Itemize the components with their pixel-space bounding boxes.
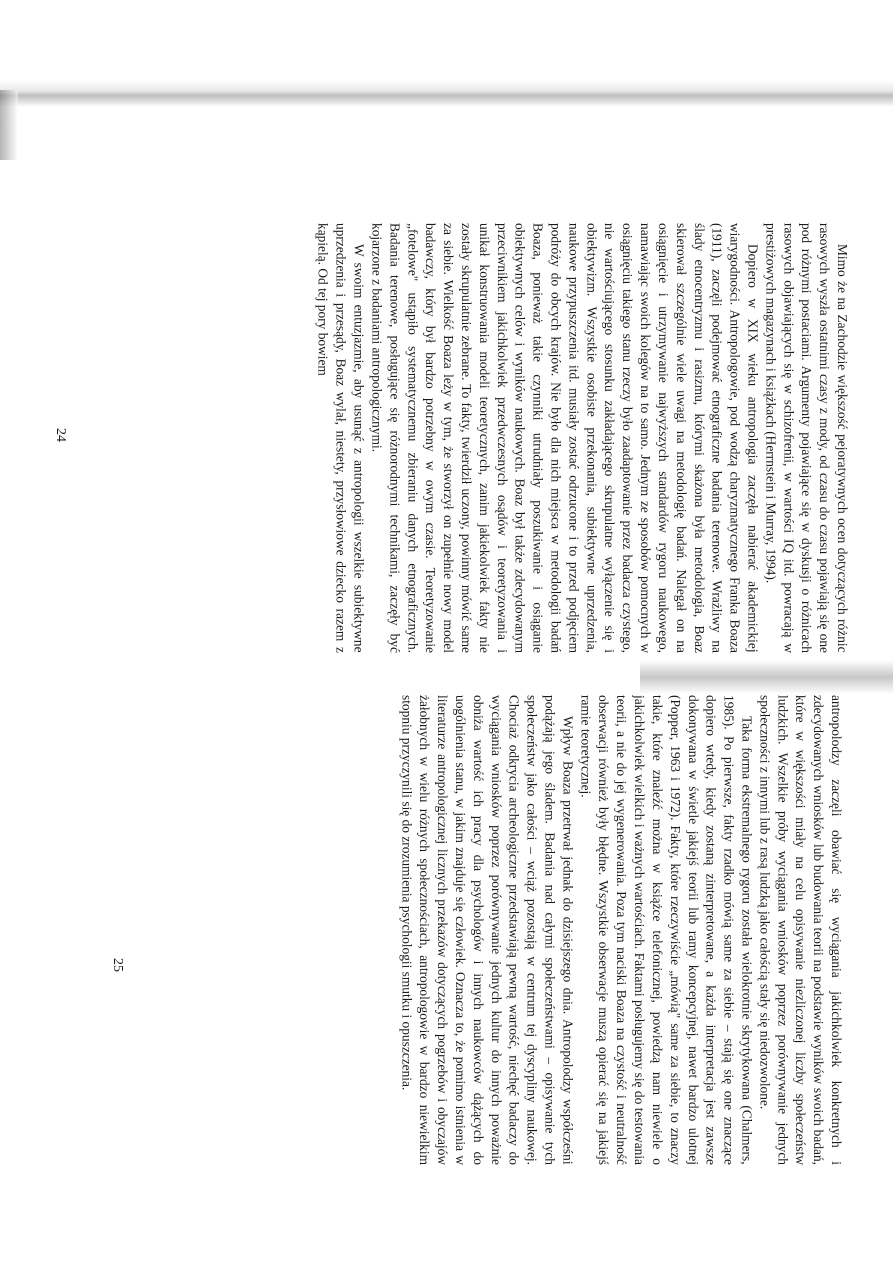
paragraph: antropolodzy zaczęli obawiać się wyciągania jakichkolwiek konkretnych i zdecydowanych wniosków lub budowania teorii na podstawie wyników swoich badań, które w większości miały na celu opisywanie niezliczonej liczby społeczeństw ludzkich. Wszelkie próby wyciągania wniosków poprzez porównywanie jednych społeczności z innymi lub z rasą ludzką jako całością stały się niedozwolone.: [757, 695, 844, 1165]
paragraph: Mimo że na Zachodzie większość pejoratywnych ocen dotyczących różnic rasowych wyszła ostatnimi czasy z mody, od czasu do czasu pojawiają się one pod różnymi postaciami. Argumenty pojawiające się w dyskusji o różnicach rasowych objawiających się w schizofrenii, w wartości IQ itd. powracają w prestiżowych magazynach i książkach (Herrnstein i Murray, 1994).: [763, 223, 850, 653]
paragraph: Dopiero w XIX wieku antropologia zaczęła nabierać akademickiej wiarygodności. Antropologowie, pod wodzą charyzmatycznego Franka Boaza (1911), zaczęli podejmować etnograficzne badania terenowe. Wrażliwy na ślady etnocentryzmu i rasizmu, którymi skażona była metodologia, Boaz skierował szczególnie wiele uwagi na metodologię badań. Nalegał on na osiągnięcie i utrzymywanie najwyższych standardów rygoru naukowego, namawiając swoich kolegów na to samo. Jednym ze sposobów pomocnych w osiągnięciu takiego stanu rzeczy było zaadaptowanie przez badacza czystego, nie wartościującego stosunku zakładającego skrupulatne wyłączenie się i obiektywizm. Wszystkie osobiste przekonania, subiektywne uprzedzenia, naukowe przypuszczenia itd. musiały zostać odrzucone i to przed podjęciem podróży do obcych krajów. Nie było dla nich miejsca w metodologii badań Boaza, ponieważ takie czynniki utrudniały poszukiwanie i osiąganie obiektywnych celów i wyników naukowych. Boaz był także zdecydowanym przeciwnikiem jakichkolwiek przedwczesnych osądów i teoretyzowania i unikał konstruowania modeli teoretycznych, zanim jakiekolwiek fakty nie zostały skrupulatnie zebrane. To fakty, twierdził uczony, powinny mówić same za siebie. Wielkość Boaza leży w tym, że stworzył on zupełnie nowy model badawczy, który był bardzo potrzebny w owym czasie. Teoretyzowanie „fotelowe" ustąpiło systematycznemu zbieraniu danych etnograficznych. Badania terenowe, posługujące się różnorodnymi technikami, zaczęły być kojarzone z badaniami antropologicznymi.: [369, 223, 761, 653]
paragraph: Taka forma ekstremalnego rygoru została wielokrotnie skrytykowana (Chalmers, 1985). Po pierwsze, fakty rzadko mówią same za siebie – stają się one znaczące dopiero wtedy, kiedy zostaną zinterpretowane, a każda interpretacja jest zawsze dokonywana w świetle jakiejś teorii lub ramy koncepcyjnej, nawet bardzo ulotnej (Popper, 1963 i 1972). Fakty, które rzeczywiście „mówią" same za siebie, to znaczy takie, które znaleźć można w książce telefonicznej, powiedzą nam niewiele o jakichkolwiek wielkich i ważnych wartościach. Faktami posługujemy się do testowania teorii, a nie do jej wygenerowania. Poza tym naciski Boaza na czystość i neutralność obserwacji również były błędne. Wszystkie obserwacje muszą opierać się na jakiejś ramie teoretycznej.: [578, 695, 755, 1165]
page-24-text: [85, 223, 851, 653]
page-number-25: 25: [110, 958, 125, 972]
scan-shadow-top: [0, 80, 893, 106]
page-number-24: 24: [53, 428, 68, 442]
scan-shadow-fold: [640, 660, 893, 694]
paragraph: W swoim entuzjazmie, aby usunąć z antropologii wszelkie subiektywne uprzedzenia i przesądy, Boaz wylał, niestety, przysłowiowe dziecko razem z kąpielą. Od tej pory bowiem: [315, 223, 367, 653]
scan-shadow-left: [0, 90, 18, 160]
page-25-text: [145, 695, 845, 1165]
paragraph: Wpływ Boaza przetrwał jednak do dzisiejszego dnia. Antropolodzy współcześni podążają jego śladem. Badania nad całymi społeczeństwami – opisywanie tych społeczeństw jako całości – wciąż pozostają w centrum tej dyscypliny naukowej. Chociaż odkrycia archeologiczne przedstawiają pewną wartość, niechęć badaczy do wyciągania wniosków poprzez porównywanie jednych kultur do innych poważnie obniża wartość ich pracy dla psychologów i innych naukowców dążących do uogólnienia stanu, w jakim znajduje się człowiek. Oznacza to, że pomimo istnienia w literaturze antropologicznej licznych przekazów dotyczących pogrzebów i obyczajów żałobnych w wielu różnych społecznościach, antropologowie w bardzo niewielkim stopniu przyczynili się do zrozumienia psychologii smutku i opuszczenia.: [399, 695, 576, 1165]
